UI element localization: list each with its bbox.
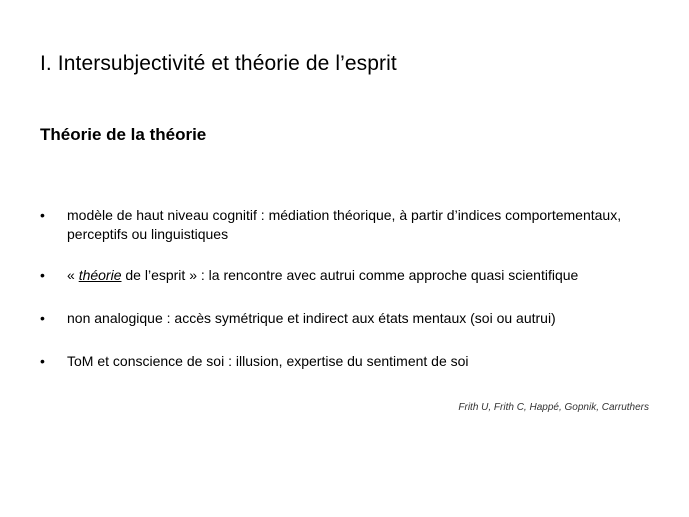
bullet-dot: •: [40, 267, 45, 283]
bullet-text: modèle de haut niveau cognitif : médiation théorique, à partir d’indices comportementaux, perceptifs ou linguistiques: [67, 207, 622, 242]
bullet-text-prefix: «: [67, 267, 79, 283]
bullet-text-suffix: de l’esprit » : la rencontre avec autrui comme approche quasi scientifique: [121, 267, 579, 283]
bullet-item: [0, 206, 689, 244]
bullet-dot: •: [40, 353, 45, 369]
slide-title: I. Intersubjectivité et théorie de l’esprit: [40, 52, 397, 75]
bullet-item: [0, 266, 689, 285]
bullet-text: non analogique : accès symétrique et indirect aux états mentaux (soi ou autrui): [67, 310, 556, 326]
bullet-emphasis: théorie: [78, 267, 122, 283]
bullet-dot: •: [40, 207, 45, 223]
bullet-item: [0, 309, 689, 328]
bullet-list: [0, 206, 689, 395]
bullet-text: ToM et conscience de soi : illusion, expertise du sentiment de soi: [67, 353, 469, 369]
bullet-item: [0, 352, 689, 371]
citation: Frith U, Frith C, Happé, Gopnik, Carruthers: [458, 402, 649, 413]
slide-subtitle: Théorie de la théorie: [40, 125, 207, 144]
bullet-dot: •: [40, 310, 45, 326]
